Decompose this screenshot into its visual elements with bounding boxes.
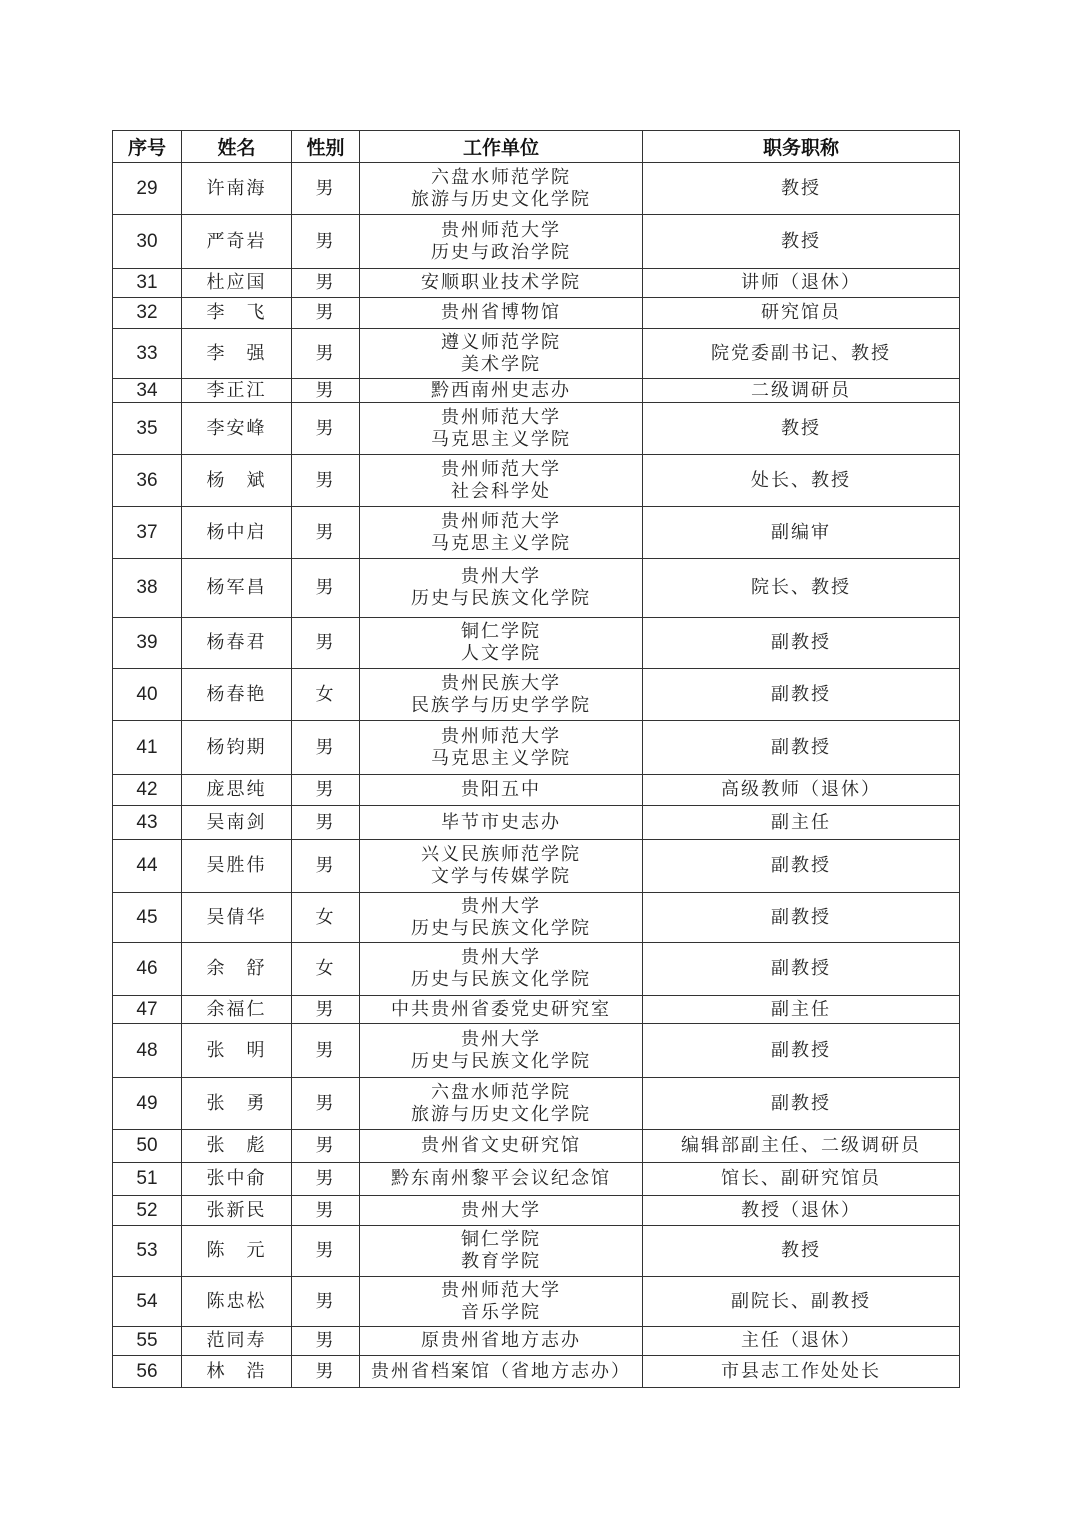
work-unit-line: 贵州省档案馆（省地方志办） <box>371 1360 631 1382</box>
work-unit-line: 黔西南州史志办 <box>431 379 571 401</box>
table-header <box>113 131 960 163</box>
person-sex: 男 <box>292 269 360 298</box>
work-unit-line: 贵州省文史研究馆 <box>421 1135 581 1156</box>
header-unit: 工作单位 <box>360 131 643 163</box>
person-sex: 男 <box>292 806 360 840</box>
work-unit-line: 历史与政治学院 <box>431 241 571 263</box>
row-number: 35 <box>113 403 182 455</box>
work-unit <box>360 329 643 379</box>
table-row <box>113 379 960 403</box>
job-title: 副教授 <box>643 893 960 943</box>
person-name: 李 强 <box>182 329 292 379</box>
job-title: 副教授 <box>643 1024 960 1078</box>
person-sex: 男 <box>292 840 360 893</box>
person-sex: 男 <box>292 455 360 507</box>
table-row <box>113 559 960 618</box>
person-name: 张新民 <box>182 1196 292 1226</box>
work-unit <box>360 1163 643 1196</box>
row-number: 29 <box>113 163 182 215</box>
table-row <box>113 1130 960 1163</box>
row-number: 46 <box>113 943 182 996</box>
work-unit <box>360 1130 643 1163</box>
work-unit <box>360 1078 643 1130</box>
row-number: 56 <box>113 1356 182 1388</box>
work-unit-line: 遵义师范学院 <box>441 331 561 353</box>
work-unit-line: 贵州师范大学 <box>441 725 561 747</box>
table-row <box>113 1078 960 1130</box>
row-number: 39 <box>113 618 182 669</box>
person-sex: 男 <box>292 1327 360 1356</box>
job-title: 馆长、副研究馆员 <box>643 1163 960 1196</box>
member-table <box>112 130 960 1388</box>
person-name: 陈忠松 <box>182 1277 292 1327</box>
person-name: 林 浩 <box>182 1356 292 1388</box>
person-sex: 男 <box>292 1163 360 1196</box>
work-unit-line: 贵州大学 <box>461 947 541 968</box>
row-number: 44 <box>113 840 182 893</box>
person-name: 范同寿 <box>182 1327 292 1356</box>
row-number: 48 <box>113 1024 182 1078</box>
table-row <box>113 215 960 269</box>
work-unit-line: 贵州大学 <box>461 566 541 587</box>
person-sex: 男 <box>292 618 360 669</box>
work-unit-line: 历史与民族文化学院 <box>411 588 591 609</box>
work-unit-line: 马克思主义学院 <box>431 747 571 769</box>
work-unit-line: 历史与民族文化学院 <box>411 1050 591 1072</box>
person-sex: 男 <box>292 996 360 1024</box>
row-number: 50 <box>113 1130 182 1163</box>
work-unit <box>360 806 643 840</box>
work-unit <box>360 507 643 559</box>
work-unit-line: 旅游与历史文化学院 <box>411 1103 591 1125</box>
row-number: 32 <box>113 298 182 329</box>
job-title: 主任（退休） <box>643 1327 960 1356</box>
table-row <box>113 1226 960 1277</box>
job-title: 副教授 <box>643 669 960 721</box>
job-title: 教授 <box>643 1226 960 1277</box>
person-name: 张 勇 <box>182 1078 292 1130</box>
work-unit-line: 铜仁学院 <box>461 1229 541 1250</box>
job-title: 副教授 <box>643 618 960 669</box>
work-unit-line: 马克思主义学院 <box>431 428 571 450</box>
work-unit-line: 铜仁学院 <box>461 621 541 642</box>
work-unit-line: 兴义民族师范学院 <box>421 844 581 865</box>
person-sex: 男 <box>292 215 360 269</box>
person-name: 严奇岩 <box>182 215 292 269</box>
work-unit-line: 安顺职业技术学院 <box>421 272 581 293</box>
person-sex: 男 <box>292 1356 360 1388</box>
row-number: 40 <box>113 669 182 721</box>
job-title: 讲师（退休） <box>643 269 960 298</box>
work-unit <box>360 455 643 507</box>
work-unit <box>360 840 643 893</box>
table-row <box>113 329 960 379</box>
work-unit-line: 社会科学处 <box>451 480 551 502</box>
work-unit-line: 教育学院 <box>461 1251 541 1272</box>
header-title: 职务职称 <box>643 131 960 163</box>
job-title: 教授（退休） <box>643 1196 960 1226</box>
person-sex: 男 <box>292 329 360 379</box>
row-number: 41 <box>113 721 182 775</box>
work-unit-line: 贵州师范大学 <box>441 406 561 428</box>
work-unit <box>360 403 643 455</box>
job-title: 院长、教授 <box>643 559 960 618</box>
work-unit-line: 贵州大学 <box>461 895 541 917</box>
person-name: 李 飞 <box>182 298 292 329</box>
work-unit-line: 马克思主义学院 <box>431 532 571 554</box>
work-unit-line: 人文学院 <box>461 643 541 664</box>
person-sex: 男 <box>292 403 360 455</box>
person-sex: 男 <box>292 507 360 559</box>
work-unit-line: 贵州师范大学 <box>441 219 561 241</box>
work-unit <box>360 1356 643 1388</box>
work-unit <box>360 1277 643 1327</box>
table-row <box>113 455 960 507</box>
work-unit-line: 美术学院 <box>461 353 541 375</box>
person-sex: 男 <box>292 163 360 215</box>
person-sex: 男 <box>292 1078 360 1130</box>
work-unit-line: 贵州大学 <box>461 1028 541 1050</box>
header-sex: 性别 <box>292 131 360 163</box>
job-title: 教授 <box>643 215 960 269</box>
person-sex: 女 <box>292 893 360 943</box>
header-no: 序号 <box>113 131 182 163</box>
person-name: 吴倩华 <box>182 893 292 943</box>
row-number: 31 <box>113 269 182 298</box>
person-name: 许南海 <box>182 163 292 215</box>
person-sex: 男 <box>292 1130 360 1163</box>
person-sex: 男 <box>292 1196 360 1226</box>
work-unit <box>360 893 643 943</box>
table-row <box>113 840 960 893</box>
table-row <box>113 1356 960 1388</box>
table-row <box>113 269 960 298</box>
row-number: 38 <box>113 559 182 618</box>
person-sex: 男 <box>292 1226 360 1277</box>
table-row <box>113 943 960 996</box>
table-row <box>113 669 960 721</box>
row-number: 37 <box>113 507 182 559</box>
table-row <box>113 507 960 559</box>
person-name: 庞思纯 <box>182 775 292 806</box>
table-row <box>113 1163 960 1196</box>
job-title: 高级教师（退休） <box>643 775 960 806</box>
work-unit <box>360 1196 643 1226</box>
table-row <box>113 1196 960 1226</box>
job-title: 院党委副书记、教授 <box>643 329 960 379</box>
person-name: 杜应国 <box>182 269 292 298</box>
work-unit <box>360 1327 643 1356</box>
table-body <box>113 163 960 1388</box>
table-row <box>113 1024 960 1078</box>
table-row <box>113 1327 960 1356</box>
work-unit <box>360 269 643 298</box>
person-name: 吴胜伟 <box>182 840 292 893</box>
job-title: 市县志工作处处长 <box>643 1356 960 1388</box>
header-row <box>113 131 960 163</box>
job-title: 二级调研员 <box>643 379 960 403</box>
job-title: 编辑部副主任、二级调研员 <box>643 1130 960 1163</box>
work-unit <box>360 1226 643 1277</box>
person-name: 张 彪 <box>182 1130 292 1163</box>
work-unit <box>360 618 643 669</box>
work-unit <box>360 559 643 618</box>
person-name: 吴南剑 <box>182 806 292 840</box>
job-title: 副教授 <box>643 1078 960 1130</box>
person-name: 余福仁 <box>182 996 292 1024</box>
table-row <box>113 806 960 840</box>
job-title: 处长、教授 <box>643 455 960 507</box>
person-name: 杨春君 <box>182 618 292 669</box>
person-name: 李正江 <box>182 379 292 403</box>
job-title: 副主任 <box>643 996 960 1024</box>
work-unit <box>360 379 643 403</box>
job-title: 教授 <box>643 403 960 455</box>
work-unit-line: 历史与民族文化学院 <box>411 917 591 939</box>
person-name: 李安峰 <box>182 403 292 455</box>
person-sex: 男 <box>292 721 360 775</box>
table-row <box>113 163 960 215</box>
work-unit-line: 文学与传媒学院 <box>431 866 571 887</box>
table-row <box>113 618 960 669</box>
person-name: 张 明 <box>182 1024 292 1078</box>
work-unit-line: 贵州大学 <box>461 1199 541 1221</box>
work-unit-line: 中共贵州省委党史研究室 <box>391 998 611 1020</box>
work-unit-line: 贵州师范大学 <box>441 458 561 480</box>
work-unit-line: 贵州民族大学 <box>441 672 561 694</box>
work-unit-line: 历史与民族文化学院 <box>411 969 591 990</box>
table-row <box>113 403 960 455</box>
person-name: 余 舒 <box>182 943 292 996</box>
person-sex: 男 <box>292 559 360 618</box>
row-number: 54 <box>113 1277 182 1327</box>
row-number: 33 <box>113 329 182 379</box>
person-sex: 男 <box>292 775 360 806</box>
header-name: 姓名 <box>182 131 292 163</box>
work-unit <box>360 943 643 996</box>
work-unit <box>360 215 643 269</box>
work-unit <box>360 721 643 775</box>
person-name: 陈 元 <box>182 1226 292 1277</box>
job-title: 副教授 <box>643 840 960 893</box>
row-number: 52 <box>113 1196 182 1226</box>
row-number: 34 <box>113 379 182 403</box>
row-number: 47 <box>113 996 182 1024</box>
person-name: 杨中启 <box>182 507 292 559</box>
work-unit <box>360 996 643 1024</box>
job-title: 教授 <box>643 163 960 215</box>
work-unit <box>360 298 643 329</box>
work-unit-line: 旅游与历史文化学院 <box>411 188 591 210</box>
person-sex: 女 <box>292 943 360 996</box>
work-unit-line: 毕节市史志办 <box>441 811 561 833</box>
work-unit <box>360 775 643 806</box>
table-row <box>113 721 960 775</box>
person-sex: 男 <box>292 298 360 329</box>
row-number: 36 <box>113 455 182 507</box>
person-name: 杨 斌 <box>182 455 292 507</box>
person-sex: 男 <box>292 1024 360 1078</box>
table-row <box>113 893 960 943</box>
job-title: 副院长、副教授 <box>643 1277 960 1327</box>
work-unit-line: 原贵州省地方志办 <box>421 1330 581 1351</box>
row-number: 53 <box>113 1226 182 1277</box>
work-unit-line: 贵州师范大学 <box>441 1279 561 1301</box>
row-number: 45 <box>113 893 182 943</box>
work-unit <box>360 163 643 215</box>
row-number: 51 <box>113 1163 182 1196</box>
row-number: 49 <box>113 1078 182 1130</box>
work-unit <box>360 1024 643 1078</box>
person-name: 杨军昌 <box>182 559 292 618</box>
work-unit-line: 民族学与历史学学院 <box>411 694 591 716</box>
work-unit <box>360 669 643 721</box>
work-unit-line: 黔东南州黎平会议纪念馆 <box>391 1168 611 1189</box>
work-unit-line: 贵州师范大学 <box>441 510 561 532</box>
job-title: 副编审 <box>643 507 960 559</box>
table-row <box>113 298 960 329</box>
person-name: 杨钧期 <box>182 721 292 775</box>
table-row <box>113 775 960 806</box>
job-title: 副教授 <box>643 721 960 775</box>
job-title: 副主任 <box>643 806 960 840</box>
row-number: 30 <box>113 215 182 269</box>
person-sex: 男 <box>292 379 360 403</box>
row-number: 42 <box>113 775 182 806</box>
work-unit-line: 六盘水师范学院 <box>431 1081 571 1103</box>
person-name: 杨春艳 <box>182 669 292 721</box>
row-number: 55 <box>113 1327 182 1356</box>
job-title: 研究馆员 <box>643 298 960 329</box>
row-number: 43 <box>113 806 182 840</box>
person-name: 张中俞 <box>182 1163 292 1196</box>
work-unit-line: 贵州省博物馆 <box>441 302 561 323</box>
table-row <box>113 996 960 1024</box>
work-unit-line: 音乐学院 <box>461 1301 541 1323</box>
work-unit-line: 六盘水师范学院 <box>431 166 571 188</box>
work-unit-line: 贵阳五中 <box>461 779 541 800</box>
person-sex: 男 <box>292 1277 360 1327</box>
job-title: 副教授 <box>643 943 960 996</box>
table-row <box>113 1277 960 1327</box>
person-sex: 女 <box>292 669 360 721</box>
